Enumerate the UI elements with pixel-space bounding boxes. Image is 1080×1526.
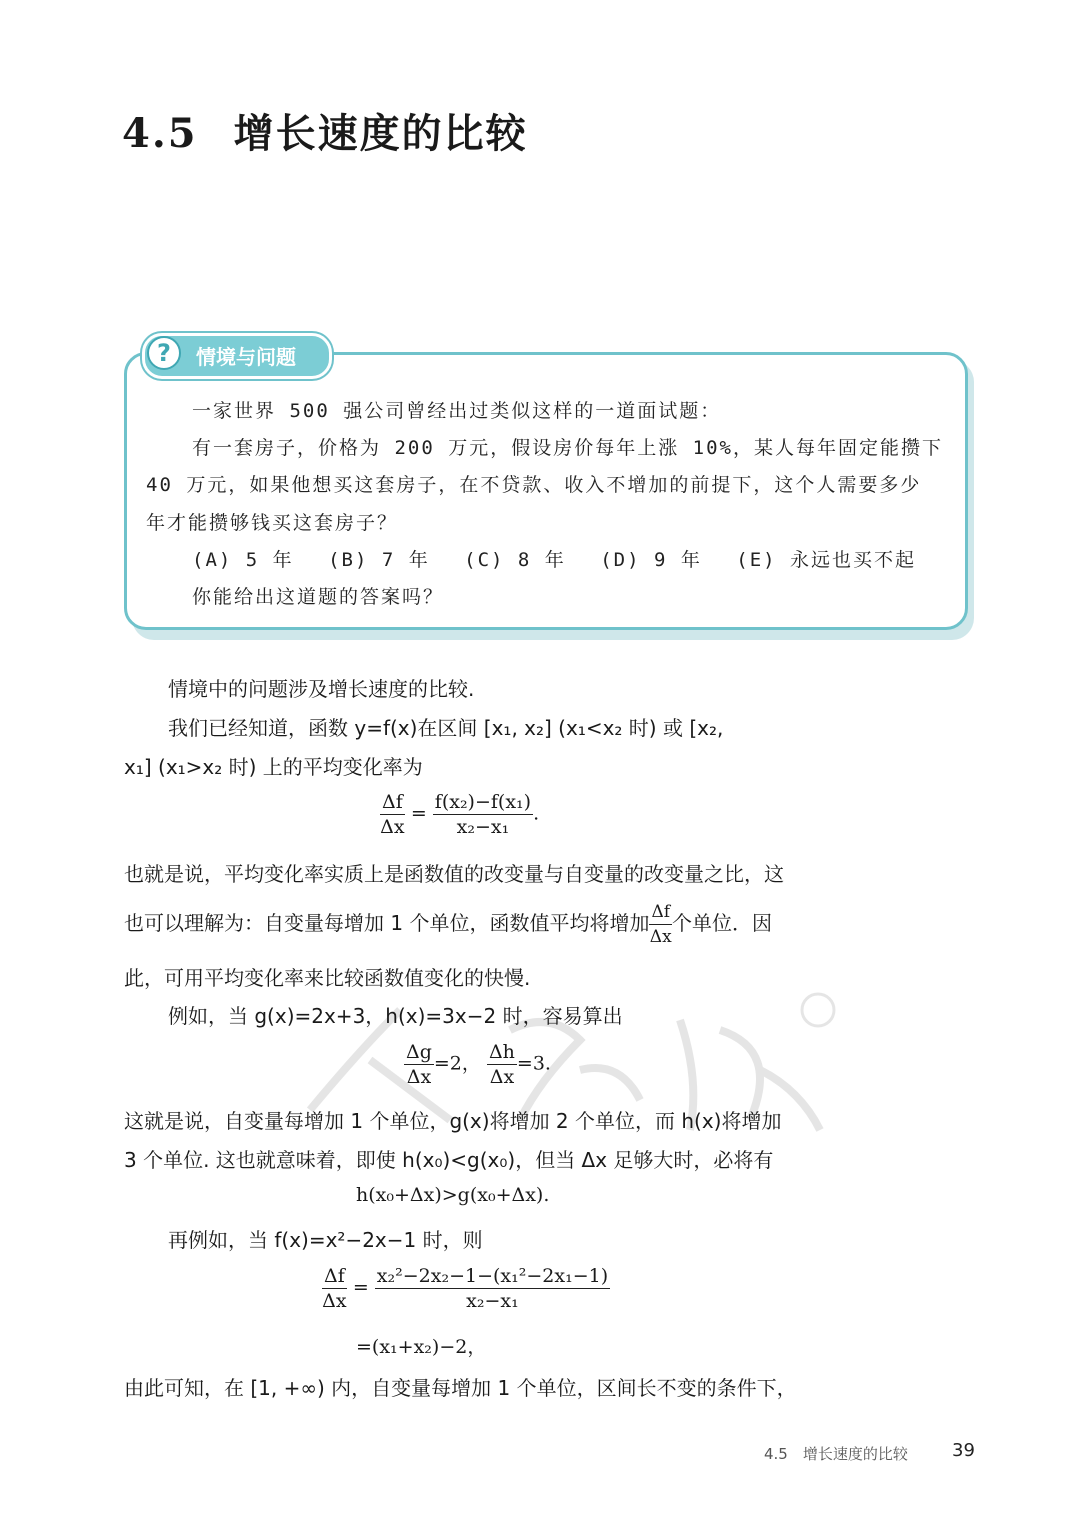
situation-line-4: 年才能攒够钱买这套房子？: [146, 512, 399, 534]
page-title: [122, 102, 528, 159]
paragraph-7: 由此可知，在 [1, +∞) 内，自变量每增加 1 个单位，区间长不变的条件下，: [124, 1376, 797, 1400]
situation-line-2: 有一套房子，价格为 200 万元，假设房价每年上涨 10%，某人每年固定能攒下: [192, 437, 943, 459]
frac-denominator: x₂−x₁: [456, 816, 510, 838]
situation-line-1: 一家世界 500 强公司曾经出过类似这样的一道面试题：: [192, 400, 722, 422]
section-title: 增长速度的比较: [233, 111, 528, 157]
situation-question: 你能给出这道题的答案吗？: [192, 586, 445, 608]
paragraph-2b: x₁] (x₁>x₂ 时) 上的平均变化率为: [124, 755, 423, 779]
formula-value: =3.: [516, 1052, 551, 1075]
frac-numerator: Δf: [649, 900, 672, 925]
frac-numerator: f(x₂)−f(x₁): [434, 791, 532, 813]
formula-inequality: h(x₀+Δx)>g(x₀+Δx).: [356, 1184, 550, 1206]
frac-numerator: Δg: [406, 1041, 432, 1063]
situation-line-3: 40 万元，如果他想买这套房子，在不贷款、收入不增加的前提下，这个人需要多少: [146, 474, 922, 496]
paragraph-4: 例如，当 g(x)=2x+3，h(x)=3x−2 时，容易算出: [168, 1004, 623, 1028]
frac-denominator: Δx: [380, 816, 405, 838]
situation-tag-label: 情境与问题: [196, 345, 296, 369]
frac-numerator: x₂²−2x₂−1−(x₁²−2x₁−1): [376, 1265, 609, 1287]
paragraph-5a: 这就是说，自变量每增加 1 个单位，g(x)将增加 2 个单位，而 h(x)将增加: [124, 1109, 782, 1133]
paragraph-6: 再例如，当 f(x)=x²−2x−1 时，则: [168, 1228, 483, 1252]
frac-numerator: Δf: [382, 791, 403, 813]
frac-numerator: Δh: [488, 1041, 515, 1063]
frac-denominator: Δx: [489, 1066, 515, 1088]
formula-rates-gh: [404, 1040, 551, 1089]
paragraph-3c: 此，可用平均变化率来比较函数值变化的快慢.: [124, 966, 531, 990]
formula-example-2: $\frac{\Delta f}{\Delta x}$ = $\frac{\text{x₂²−2x₂−1−(x₁²−2x₁−1)}}{\text{x₂−x₁}}$: [322, 1265, 609, 1312]
page-number: 39: [952, 1440, 975, 1461]
frac-denominator: x₂−x₁: [466, 1290, 519, 1312]
frac-denominator: Δx: [649, 927, 672, 947]
formula-simplified: =(x₁+x₂)−2，: [356, 1336, 487, 1358]
paragraph-3a: 也就是说，平均变化率实质上是函数值的改变量与自变量的改变量之比，这: [124, 862, 784, 886]
paragraph-3b-text: 也可以理解为：自变量每增加 1 个单位，函数值平均将增加: [124, 911, 650, 935]
formula-average-rate: $\frac{\Delta f}{\Delta x}$ = $\frac{\text{f(x₂)−f(x₁)}}{\text{x₂−x₁}}$ .: [380, 791, 540, 838]
paragraph-1: 情境中的问题涉及增长速度的比较.: [168, 677, 475, 701]
formula-value: =2，: [433, 1052, 481, 1075]
paragraph-3b: [124, 900, 854, 949]
paragraph-3b-text-end: 个单位．因: [672, 911, 773, 935]
section-number: 4.5: [122, 110, 198, 157]
frac-denominator: Δx: [322, 1290, 347, 1312]
paragraph-2a: 我们已经知道，函数 y=f(x)在区间 [x₁, x₂] (x₁<x₂ 时) 或 [x₂,: [168, 716, 724, 740]
paragraph-5b: 3 个单位. 这也就意味着，即使 h(x₀)<g(x₀)，但当 Δx 足够大时，必将有: [124, 1148, 774, 1172]
situation-options: (A) 5 年 (B) 7 年 (C) 8 年 (D) 9 年 (E) 永远也买不起: [192, 549, 917, 571]
question-icon: ?: [147, 336, 181, 370]
footer-section-label: 4.5 增长速度的比较: [764, 1445, 908, 1463]
frac-denominator: Δx: [406, 1066, 432, 1088]
frac-numerator: Δf: [324, 1265, 345, 1287]
